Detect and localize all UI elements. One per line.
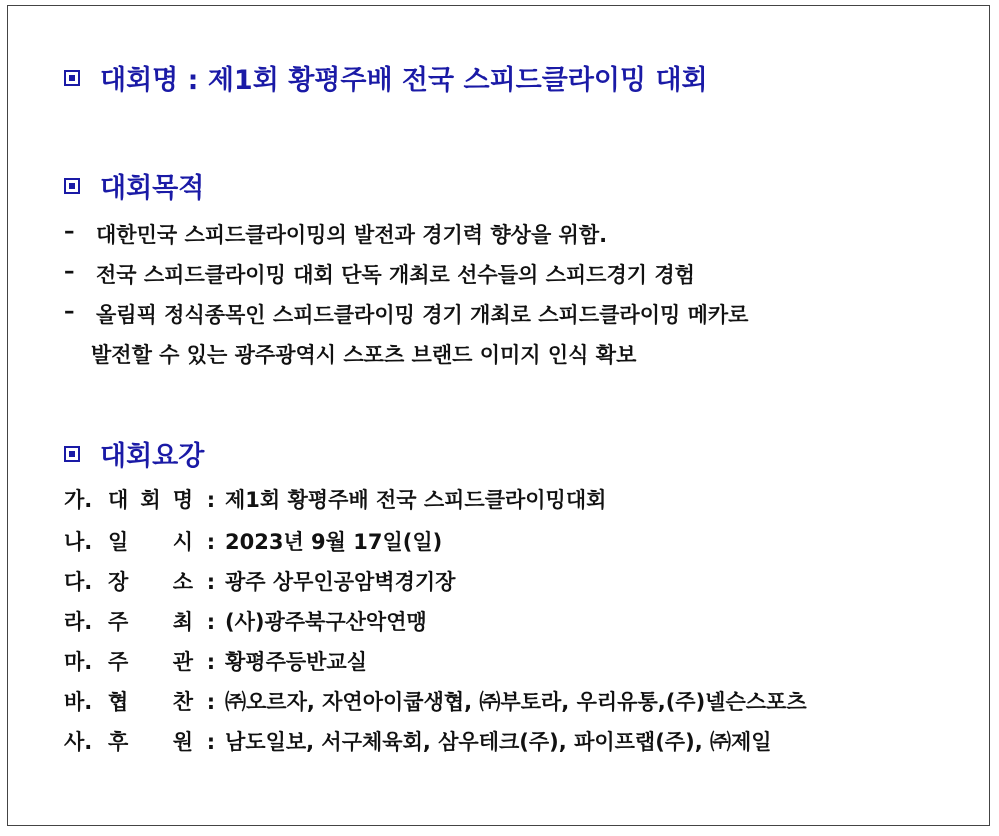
row-key-char: 시 (172, 530, 193, 554)
row-marker: 가. (64, 488, 93, 512)
row-value: 광주 상무인공암벽경기장 (225, 570, 456, 594)
row-value: 남도일보, 서구체육회, 삼우테크(주), 파이프랩(주), ㈜제일 (225, 730, 772, 754)
row-key-char: 대 (108, 488, 129, 512)
overview-row-venue (64, 566, 455, 596)
purpose-heading (64, 166, 204, 205)
purpose-item-continuation: 발전할 수 있는 광주광역시 스포츠 브랜드 이미지 인식 확보 (91, 343, 637, 367)
row-key (108, 484, 193, 514)
row-marker: 바. (64, 690, 93, 714)
event-name-text: 대회명 : 제1회 황평주배 전국 스피드클라이밍 대회 (100, 65, 708, 96)
row-marker: 사. (64, 730, 93, 754)
row-colon: : (206, 530, 216, 554)
row-key-char: 관 (172, 650, 193, 674)
row-colon: : (206, 610, 216, 634)
row-key-char: 최 (172, 610, 193, 634)
row-colon: : (206, 488, 216, 512)
row-colon: : (206, 690, 216, 714)
row-key-char: 명 (172, 488, 193, 512)
row-value: (사)광주북구산악연맹 (225, 610, 427, 634)
row-key-char: 주 (108, 650, 129, 674)
section-marker-icon (64, 70, 80, 86)
row-colon: : (206, 730, 216, 754)
row-key (108, 566, 193, 596)
dash-bullet: – (64, 219, 75, 243)
purpose-heading-text: 대회목적 (100, 173, 205, 204)
overview-row-supporters (64, 726, 772, 756)
overview-row-organizer (64, 646, 367, 676)
row-value: ㈜오르자, 자연아이쿱생협, ㈜부토라, 우리유통,(주)넬슨스포츠 (225, 690, 807, 714)
purpose-item (64, 259, 695, 289)
row-marker: 마. (64, 650, 93, 674)
row-value: 2023년 9월 17일(일) (225, 530, 443, 554)
dash-bullet: – (64, 299, 75, 323)
purpose-item (64, 219, 607, 249)
overview-row-date (64, 526, 442, 556)
row-key-char: 일 (108, 530, 129, 554)
overview-heading (64, 434, 204, 473)
row-colon: : (206, 570, 216, 594)
purpose-item (64, 299, 748, 329)
row-marker: 나. (64, 530, 93, 554)
row-key-char: 주 (108, 610, 129, 634)
row-marker: 라. (64, 610, 93, 634)
row-key (108, 726, 193, 756)
section-marker-icon (64, 178, 80, 194)
row-value: 제1회 황평주배 전국 스피드클라이밍대회 (225, 488, 607, 512)
row-key-char: 회 (140, 488, 161, 512)
section-marker-icon (64, 446, 80, 462)
row-colon: : (206, 650, 216, 674)
row-key-char: 원 (172, 730, 193, 754)
row-key-char: 장 (108, 570, 129, 594)
row-key (108, 526, 193, 556)
row-key (108, 606, 193, 636)
purpose-item-text: 대한민국 스피드클라이밍의 발전과 경기력 향상을 위함. (96, 223, 608, 247)
row-marker: 다. (64, 570, 93, 594)
overview-heading-text: 대회요강 (100, 441, 205, 472)
row-key-char: 소 (172, 570, 193, 594)
overview-row-event-name (64, 484, 606, 514)
dash-bullet: – (64, 259, 75, 283)
row-key-char: 찬 (172, 690, 193, 714)
overview-row-sponsors (64, 686, 807, 716)
purpose-item-text: 올림픽 정식종목인 스피드클라이밍 경기 개최로 스피드클라이밍 메카로 (96, 303, 749, 327)
row-key (108, 646, 193, 676)
row-key (108, 686, 193, 716)
overview-row-host (64, 606, 427, 636)
event-name-heading (64, 58, 708, 97)
row-key-char: 협 (108, 690, 129, 714)
row-key-char: 후 (108, 730, 129, 754)
purpose-item-text: 전국 스피드클라이밍 대회 단독 개최로 선수들의 스피드경기 경험 (96, 263, 695, 287)
row-value: 황평주등반교실 (225, 650, 368, 674)
